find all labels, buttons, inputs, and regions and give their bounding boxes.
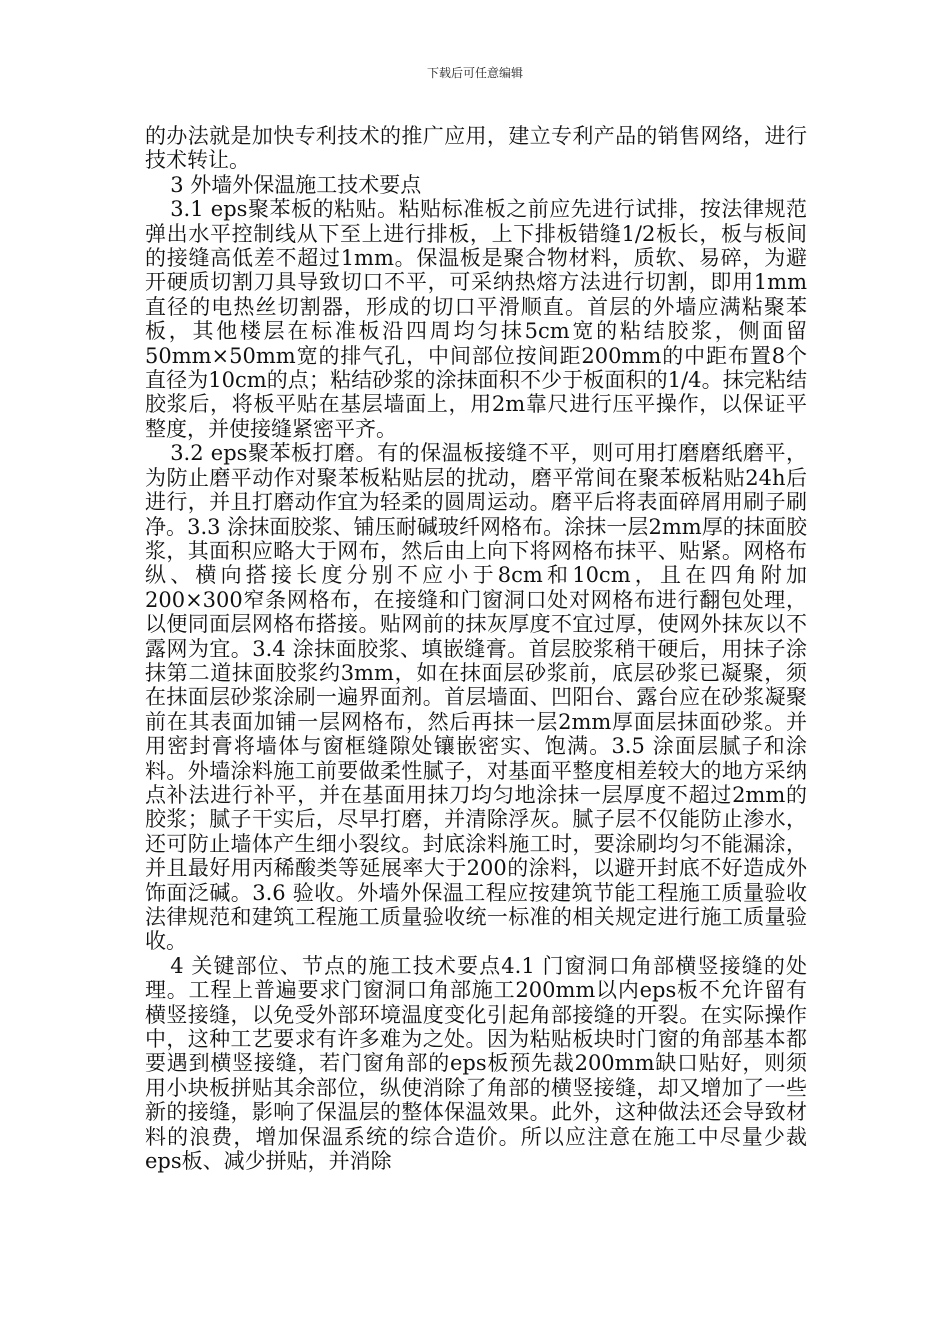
page-header: 下载后可任意编辑 [426,66,523,80]
section-heading-3: 3 外墙外保温施工技术要点 [170,172,422,197]
paragraph-4: 4 关键部位、节点的施工技术要点4.1 门窗洞口角部横竖接缝的处理。工程上普遍要求门窗洞口角部施工200mm以内eps板不允许留有横竖接缝，以免受外部环境温度变化引起角部接缝的开裂。在实际操作中，这种工艺要求有许多难为之处。因为粘贴板块时门窗的角部基本都要遇到横竖接缝，若门窗角部的eps板预先裁200mm缺口贴好，则须用小块板拼贴其余部位，纵使消除了角部的横竖接缝，却又增加了一些新的接缝，影响了保温层的整体保温效果。此外，这种做法还会导致材料的浪费，增加保温系统的综合造价。所以应注意在施工中尽量少裁eps板、减少拼贴，并消除 [145,953,807,1174]
paragraph-3-1: 3.1 eps聚苯板的粘贴。粘贴标准板之前应先进行试排，按法律规范弹出水平控制线从下至上进行排板，上下排板错缝1/2板长，板与板间的接缝高低差不超过1mm。保温板是聚合物材料，质软、易碎，为避开硬质切割刀具导致切口不平，可采纳热熔方法进行切割，即用1mm直径的电热丝切割器，形成的切口平滑顺直。首层的外墙应满粘聚苯板，其他楼层在标准板沿四周均匀抹5cm宽的粘结胶浆，侧面留50mm×50mm宽的排气孔，中间部位按间距200mm的中距布置8个直径为10cm的点；粘结砂浆的涂抹面积不少于板面积的1/4。抹完粘结胶浆后，将板平贴在基层墙面上，用2m靠尺进行压平操作，以保证平整度，并使接缝紧密平齐。 [145,197,807,441]
document-body [145,124,807,1173]
paragraph-intro: 的办法就是加快专利技术的推广应用，建立专利产品的销售网络，进行技术转让。 [145,124,807,173]
paragraph-3-2: 3.2 eps聚苯板打磨。有的保温板接缝不平，则可用打磨磨纸磨平，为防止磨平动作对聚苯板粘贴层的扰动，磨平常间在聚苯板粘贴24h后进行，并且打磨动作宜为轻柔的圆周运动。磨平后将表面碎屑用刷子刷净。3.3 涂抹面胶浆、铺压耐碱玻纤网格布。涂抹一层2mm厚的抹面胶浆，其面积应略大于网布，然后由上向下将网格布抹平、贴紧。网格布纵、横向搭接长度分别不应小于8cm和10cm，且在四角附加200×300窄条网格布，在接缝和门窗洞口处对网格布进行翻包处理，以便同面层网格布搭接。贴网前的抹灰厚度不宜过厚，使网外抹灰以不露网为宜。3.4 涂抹面胶浆、填嵌缝膏。首层胶浆稍干硬后，用抹子涂抹第二道抹面胶浆约3mm，如在抹面层砂浆前，底层砂浆已凝聚，须在抹面层砂浆涂刷一遍界面剂。首层墙面、凹阳台、露台应在砂浆凝聚前在其表面加铺一层网格布，然后再抹一层2mm厚面层抹面砂浆。并用密封膏将墙体与窗框缝隙处镶嵌密实、饱满。3.5 涂面层腻子和涂料。外墙涂料施工前要做柔性腻子，对基面平整度相差较大的地方采纳点补法进行补平，并在基面用抹刀均匀地涂抹一层厚度不超过2mm的胶浆；腻子干实后，尽早打磨，并清除浮灰。腻子层不仅能防止渗水，还可防止墙体产生细小裂纹。封底涂料施工时，要涂刷均匀不能漏涂，并且最好用丙稀酸类等延展率大于200的涂料，以避开封底不好造成外饰面泛碱。3.6 验收。外墙外保温工程应按建筑节能工程施工质量验收法律规范和建筑工程施工质量验收统一标准的相关规定进行施工质量验收。 [145,441,807,954]
